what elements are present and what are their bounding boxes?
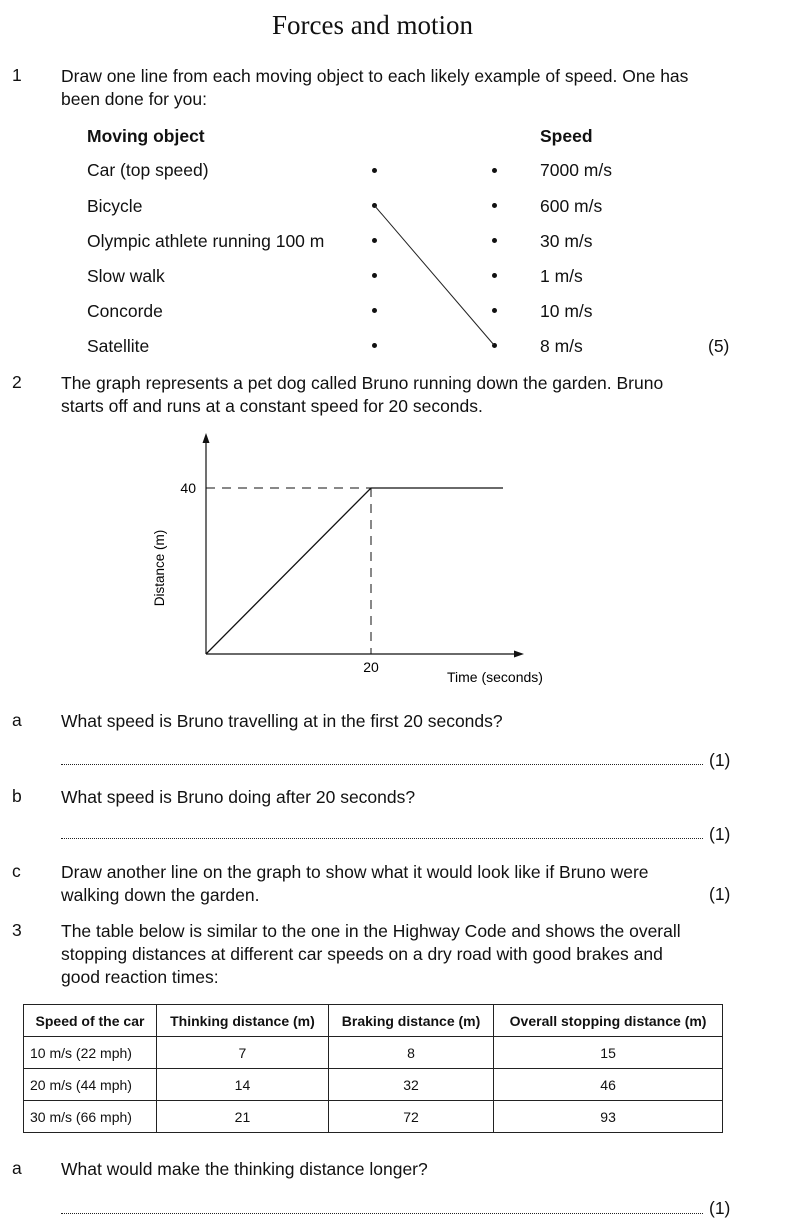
answer-line-2b[interactable] (61, 838, 703, 839)
cell: 14 (156, 1069, 328, 1101)
question-3-number: 3 (12, 920, 22, 940)
cell: 72 (328, 1101, 493, 1133)
question-3-text-line-3: good reaction times: (61, 967, 219, 987)
speed-header: Speed (540, 126, 593, 146)
answer-line-3a[interactable] (61, 1213, 703, 1214)
moving-object-header: Moving object (87, 126, 205, 146)
question-2b-letter: b (12, 786, 22, 806)
question-2-text-line-1: The graph represents a pet dog called Bruno running down the garden. Bruno (61, 373, 664, 393)
question-2a-text: What speed is Bruno travelling at in the first 20 seconds? (61, 711, 503, 731)
question-3-text-line-2: stopping distances at different car speeds on a dry road with good brakes and (61, 944, 663, 964)
object-athlete: Olympic athlete running 100 m (87, 231, 325, 251)
distance-series-line (206, 488, 503, 654)
example-match-line (0, 0, 807, 400)
question-1-number: 1 (12, 65, 22, 85)
x-axis-label: Time (seconds) (447, 669, 543, 685)
question-2-number: 2 (12, 372, 22, 392)
page-title: Forces and motion (272, 10, 473, 40)
question-3a-text: What would make the thinking distance longer? (61, 1159, 428, 1179)
question-3a-letter: a (12, 1158, 22, 1178)
question-2c-marks: (1) (709, 884, 731, 904)
cell: 32 (328, 1069, 493, 1101)
table-row (24, 1069, 723, 1101)
speed-1: 1 m/s (540, 266, 583, 286)
question-2c-text-line-2: walking down the garden. (61, 885, 260, 905)
table-row (24, 1101, 723, 1133)
object-satellite: Satellite (87, 336, 150, 356)
header-thinking: Thinking distance (m) (156, 1005, 328, 1037)
question-2c-letter: c (12, 861, 21, 881)
question-2c-text-line-1: Draw another line on the graph to show what it would look like if Bruno were (61, 862, 649, 882)
question-1-text-line-1: Draw one line from each moving object to each likely example of speed. One has (61, 66, 689, 86)
speed-30: 30 m/s (540, 231, 593, 251)
question-2a-marks: (1) (709, 750, 731, 770)
cell: 21 (156, 1101, 328, 1133)
object-bicycle: Bicycle (87, 196, 143, 216)
x-tick-label: 20 (363, 659, 379, 675)
question-2b-text: What speed is Bruno doing after 20 seconds? (61, 787, 416, 807)
question-2a-letter: a (12, 710, 22, 730)
question-1-text-line-2: been done for you: (61, 89, 207, 109)
cell: 20 m/s (44 mph) (24, 1069, 157, 1101)
question-2-text-line-2: starts off and runs at a constant speed for 20 seconds. (61, 396, 483, 416)
object-car: Car (top speed) (87, 160, 209, 180)
question-3-text-line-1: The table below is similar to the one in the Highway Code and shows the overall (61, 921, 681, 941)
cell: 93 (494, 1101, 723, 1133)
y-axis-arrow (203, 433, 210, 443)
cell: 46 (494, 1069, 723, 1101)
speed-7000: 7000 m/s (540, 160, 612, 180)
y-axis-label: Distance (m) (152, 529, 167, 607)
speed-10: 10 m/s (540, 301, 593, 321)
question-1-marks: (5) (708, 336, 730, 356)
distance-time-graph (0, 420, 807, 700)
question-3a-marks: (1) (709, 1198, 731, 1218)
question-2b-marks: (1) (709, 824, 731, 844)
header-braking: Braking distance (m) (328, 1005, 493, 1037)
stopping-distance-table (23, 1004, 723, 1133)
header-overall: Overall stopping distance (m) (494, 1005, 723, 1037)
table-header-row (24, 1005, 723, 1037)
cell: 8 (328, 1037, 493, 1069)
table-row (24, 1037, 723, 1069)
speed-8: 8 m/s (540, 336, 583, 356)
cell: 15 (494, 1037, 723, 1069)
object-concorde: Concorde (87, 301, 163, 321)
object-slow-walk: Slow walk (87, 266, 165, 286)
header-speed: Speed of the car (24, 1005, 157, 1037)
x-axis-arrow (514, 651, 524, 658)
cell: 10 m/s (22 mph) (24, 1037, 157, 1069)
answer-line-2a[interactable] (61, 764, 703, 765)
cell: 30 m/s (66 mph) (24, 1101, 157, 1133)
y-tick-label: 40 (180, 480, 196, 496)
speed-600: 600 m/s (540, 196, 603, 216)
cell: 7 (156, 1037, 328, 1069)
